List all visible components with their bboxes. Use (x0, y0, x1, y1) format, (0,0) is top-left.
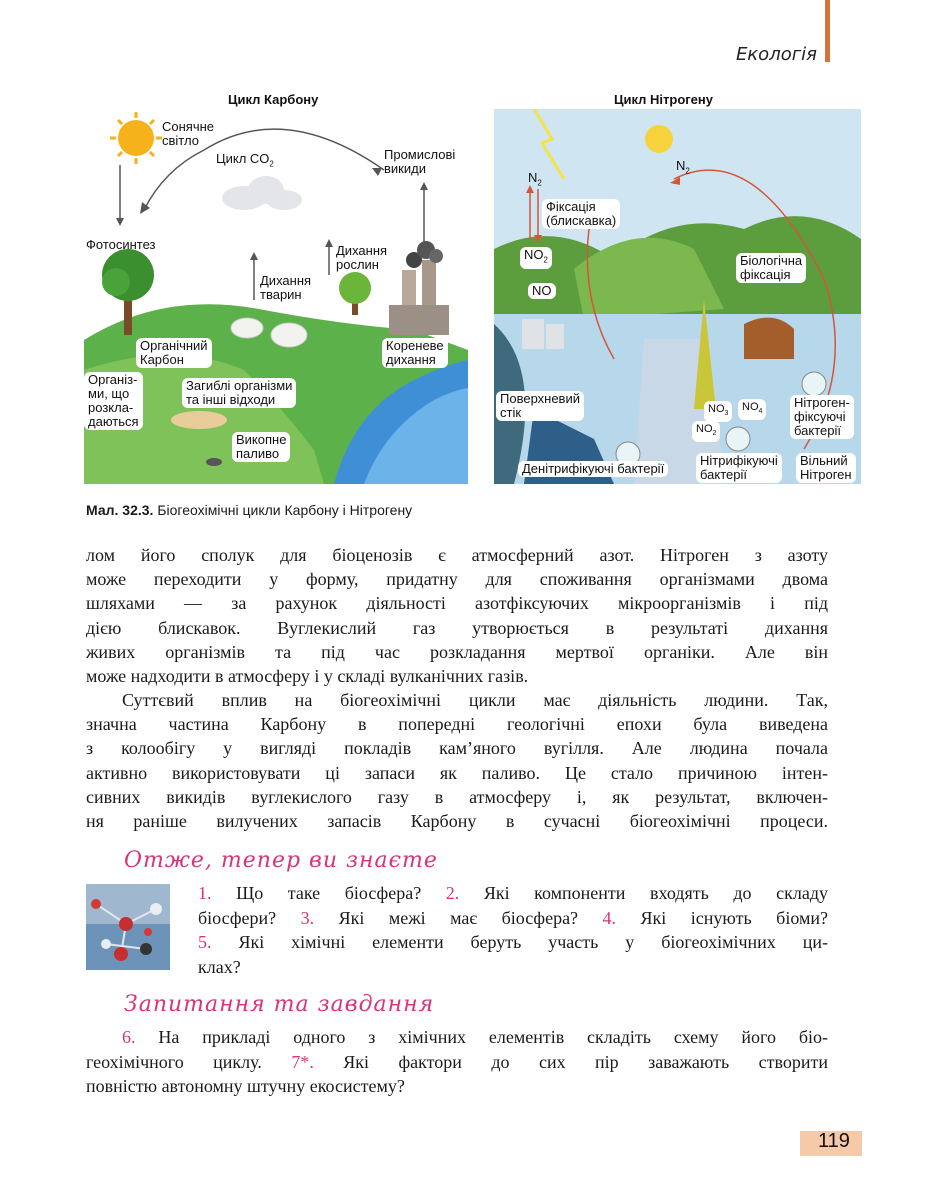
label-nitr-2: бактерії (700, 467, 747, 482)
para1-line: дією блискавок. Вуглекислий газ утворюється в результаті дихання (86, 617, 828, 638)
tasks-title: Запитання та завдання (124, 992, 435, 1017)
para1-line: живих організмів та під час розкладання мертвої органіки. Але він (86, 641, 828, 662)
task-number: 6. (122, 1027, 136, 1047)
caption-text: Біогеохімічні цикли Карбону і Нітрогену (153, 502, 413, 518)
task-line (86, 1025, 828, 1050)
bison-icon (744, 318, 794, 359)
question-number: 2. (445, 883, 460, 903)
paragraph-1 (86, 543, 828, 688)
question-line (198, 930, 828, 955)
label-denitrifying: Денітрифікуючі бактерії (518, 461, 668, 477)
page-number: 119 (818, 1130, 850, 1152)
label-runoff-1: Поверхневий (500, 391, 580, 406)
label-no: NO (528, 283, 556, 299)
label-no2: $NO_2$ (520, 247, 552, 269)
label-bio-fix-1: Біологічна (740, 253, 803, 268)
label-decomposers-4: даються (88, 414, 139, 429)
question-line (198, 955, 828, 980)
question-line (198, 881, 828, 906)
label-no3: $NO_3$ (704, 401, 732, 422)
question-text: Які хімічні елементи беруть участь у біогеохімічних ци- (211, 932, 828, 952)
question-number: 1. (198, 883, 212, 903)
label-plant-resp-2: рослин (336, 257, 379, 272)
label-sunlight-2: світло (162, 133, 199, 148)
label-no2-b: $NO_2$ (692, 421, 720, 442)
label-root-resp-1: Кореневе (386, 338, 444, 353)
label-decomposers-1: Організ- (88, 372, 138, 387)
label-industrial-2: викиди (384, 161, 426, 176)
para1-line: шляхами — за рахунок діяльності азотфіксуючих мікроорганізмів і під (86, 593, 828, 614)
label-bio-fix-2: фіксація (740, 267, 791, 282)
question-text: Які межі має біосфера? (314, 907, 603, 928)
question-number: 5. (198, 932, 212, 952)
question-text: Які існують біоми? (616, 907, 829, 928)
label-organic-carbon-1: Органічний (140, 338, 208, 353)
task-number: 7*. (291, 1051, 314, 1072)
label-no4: $NO_4$ (738, 399, 766, 420)
label-root-resp-2: дихання (386, 352, 436, 367)
label-animal-resp-1: Дихання (260, 273, 312, 288)
label-fossil-2: паливо (236, 446, 280, 461)
label-sunlight-1: Сонячне (162, 119, 215, 134)
label-organic-carbon-2: Карбон (140, 352, 184, 367)
label-decomposers-3: розкла- (88, 400, 134, 415)
para1-line: лом його сполук для біоценозів є атмосферний азот. Нітроген з азоту (86, 545, 828, 565)
task-line (86, 1074, 828, 1099)
para2-line: ня раніше вилучених запасів Карбону в сучасні біогеохімічні процеси. (86, 811, 828, 832)
para2-line: активно використовувати ці запаси як паливо. Це стало причиною інтен- (86, 762, 828, 783)
task-line (86, 1050, 828, 1075)
sun-icon (110, 112, 162, 164)
label-runoff-2: стік (500, 405, 522, 420)
para2-line: сивних викидів вуглекислого газу в атмосферу і, як результат, включен- (86, 786, 828, 807)
question-text: клах? (198, 956, 241, 977)
label-n2-left: $N_2$ (528, 170, 542, 188)
sun-icon (645, 125, 673, 153)
label-nitr-1: Нітрифікуючі (700, 453, 778, 468)
label-free-n-1: Вільний (800, 453, 848, 468)
label-animal-resp-2: тварин (260, 287, 302, 302)
factory-icon (389, 241, 449, 335)
para2-line: з колообігу у вигляді покладів кам’яного вугілля. Але людина почала (86, 738, 828, 759)
label-dead-1: Загиблі організми (186, 378, 293, 393)
label-nfix-3: бактерії (794, 423, 841, 438)
para1-line: може надходити в атмосферу і у складі вулканічних газів. (86, 666, 529, 687)
label-co2-cycle: Цикл $CO_2$ (216, 151, 274, 169)
label-plant-resp-1: Дихання (336, 243, 388, 258)
paragraph-2 (86, 688, 828, 833)
label-decomposers-2: ми, що (88, 386, 130, 401)
task-text: Які фактори до сих пір заважають створити (313, 1051, 829, 1072)
task-text: геохімічного циклу. (86, 1051, 292, 1072)
question-text: Які компоненти входять до складу (459, 883, 828, 903)
label-dead-2: та інші відходи (186, 392, 276, 407)
label-nfix-2: фіксуючі (794, 409, 846, 424)
task-text: На прикладі одного з хімічних елементів складіть схему його біо- (135, 1027, 828, 1047)
summary-title: Отже, тепер ви знаєте (124, 848, 438, 873)
bacteria-icon (802, 372, 826, 396)
label-fossil-1: Викопне (236, 432, 287, 447)
label-photosynthesis: Фотосинтез (86, 237, 156, 252)
figure-caption (86, 502, 412, 518)
carbon-cycle-illustration (84, 110, 468, 484)
para2-line: значна частина Карбону в попередні геологічні епохи була виведена (86, 714, 828, 735)
header-rule (825, 0, 830, 62)
para1-line: може переходити у форму, придатну для споживання організмами двома (86, 569, 828, 590)
label-nfix-1: Нітроген- (794, 395, 850, 410)
small-tree-icon (339, 272, 371, 315)
bacteria-icon-3 (726, 427, 750, 451)
label-industrial-1: Промислові (384, 147, 456, 162)
question-text: біосфери? (198, 907, 301, 928)
molecule-image (86, 884, 170, 970)
label-fixation-1: Фіксація (546, 199, 596, 214)
label-fixation-2: (блискавка) (546, 213, 617, 228)
question-line (198, 906, 828, 931)
caption-number: Мал. 32.3. (86, 502, 154, 518)
question-text: Що таке біосфера? (211, 883, 446, 903)
label-free-n-2: Нітроген (800, 467, 852, 482)
question-number: 4. (602, 907, 617, 928)
question-number: 3. (300, 907, 315, 928)
section-header: Екологія (735, 44, 817, 65)
nitrogen-cycle-illustration (494, 109, 861, 484)
nitrogen-cycle-title: Цикл Нітрогену (614, 92, 713, 107)
task-text: повністю автономну штучну екосистему? (86, 1076, 405, 1096)
label-n2-right: $N_2$ (676, 158, 690, 176)
tasks-list (86, 1025, 828, 1099)
para2-line: Суттєвий вплив на біогеохімічні цикли має діяльність людини. Так, (122, 690, 828, 710)
summary-questions (198, 881, 828, 979)
carbon-cycle-title: Цикл Карбону (228, 92, 319, 107)
